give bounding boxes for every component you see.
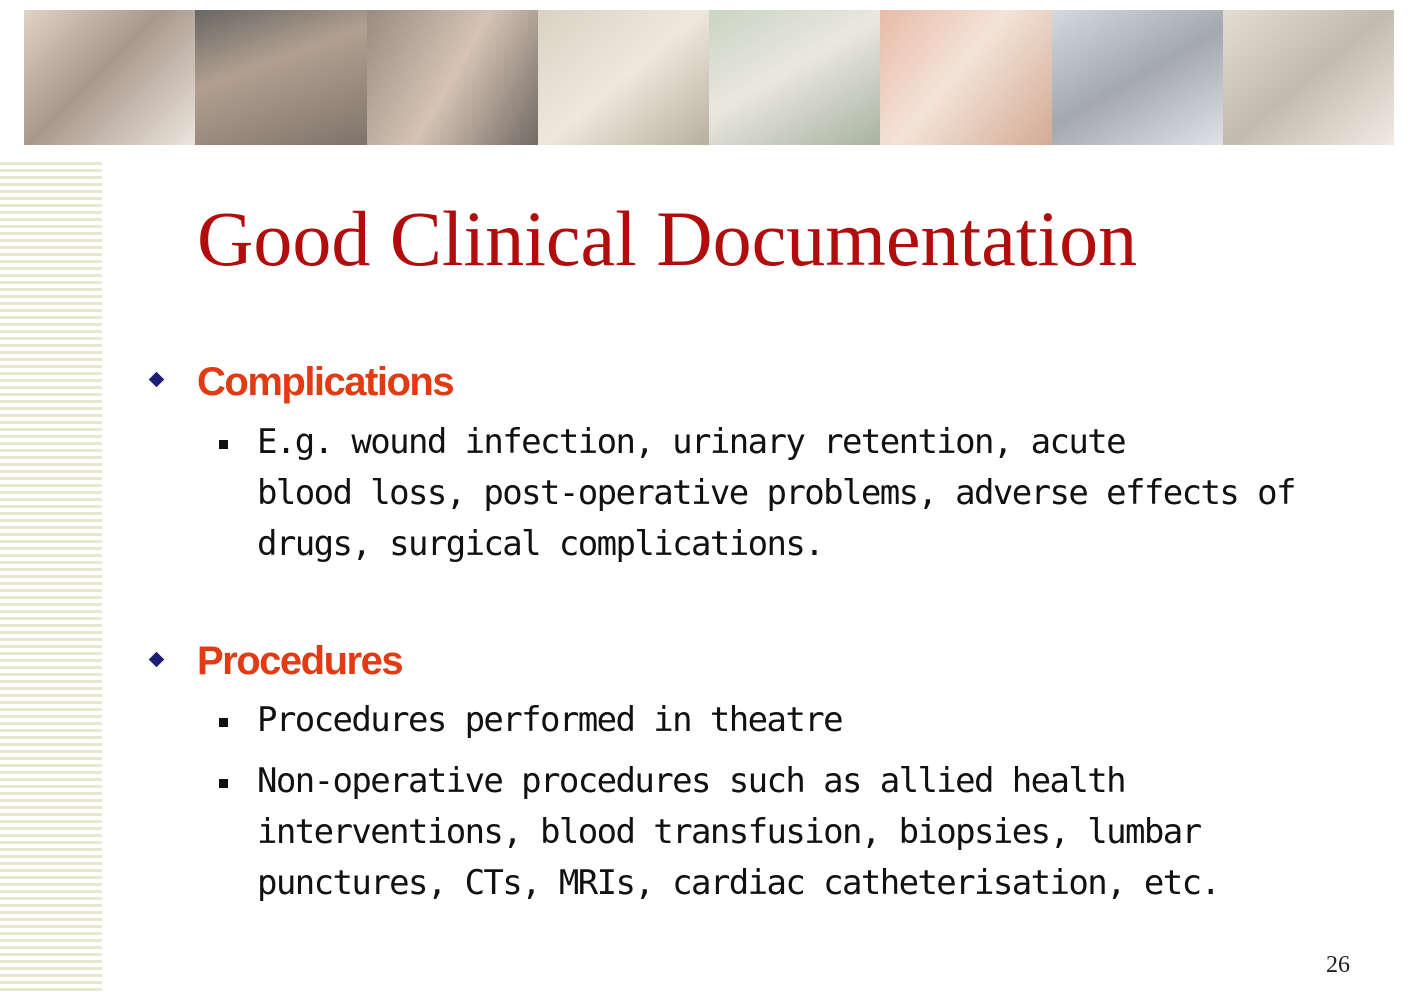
banner-photo-office xyxy=(1223,10,1394,145)
section-heading-procedures: Procedures xyxy=(197,639,403,683)
list-item xyxy=(257,417,1295,570)
left-stripe-decoration xyxy=(0,162,102,992)
list-item-line: punctures, CTs, MRIs, cardiac catheterisation, etc. xyxy=(257,863,1220,903)
banner-photo-group xyxy=(24,10,195,145)
diamond-bullet-icon xyxy=(149,652,165,668)
banner-photo-patient xyxy=(367,10,538,145)
square-bullet-icon xyxy=(219,440,228,449)
list-item-line: blood loss, post-operative problems, adverse effects of xyxy=(257,473,1295,513)
banner-photo-cyclist xyxy=(709,10,880,145)
list-item-line: Non-operative procedures such as allied health xyxy=(257,761,1126,801)
list-item xyxy=(257,695,842,746)
page-number: 26 xyxy=(1326,952,1350,978)
banner-photo-chefs xyxy=(538,10,709,145)
photo-banner xyxy=(24,10,1394,145)
diamond-bullet-icon xyxy=(149,372,165,388)
square-bullet-icon xyxy=(219,779,228,788)
list-item-line: E.g. wound infection, urinary retention, acute xyxy=(257,422,1126,462)
banner-photo-staff xyxy=(880,10,1051,145)
section-heading-complications: Complications xyxy=(197,360,454,404)
slide-title: Good Clinical Documentation xyxy=(197,195,1138,282)
square-bullet-icon xyxy=(219,718,228,727)
banner-photo-speaker xyxy=(195,10,366,145)
list-item xyxy=(257,756,1219,909)
list-item-line: interventions, blood transfusion, biopsies, lumbar xyxy=(257,812,1201,852)
list-item-line: Procedures performed in theatre xyxy=(257,700,842,740)
banner-photo-women xyxy=(1052,10,1223,145)
list-item-line: drugs, surgical complications. xyxy=(257,524,824,564)
